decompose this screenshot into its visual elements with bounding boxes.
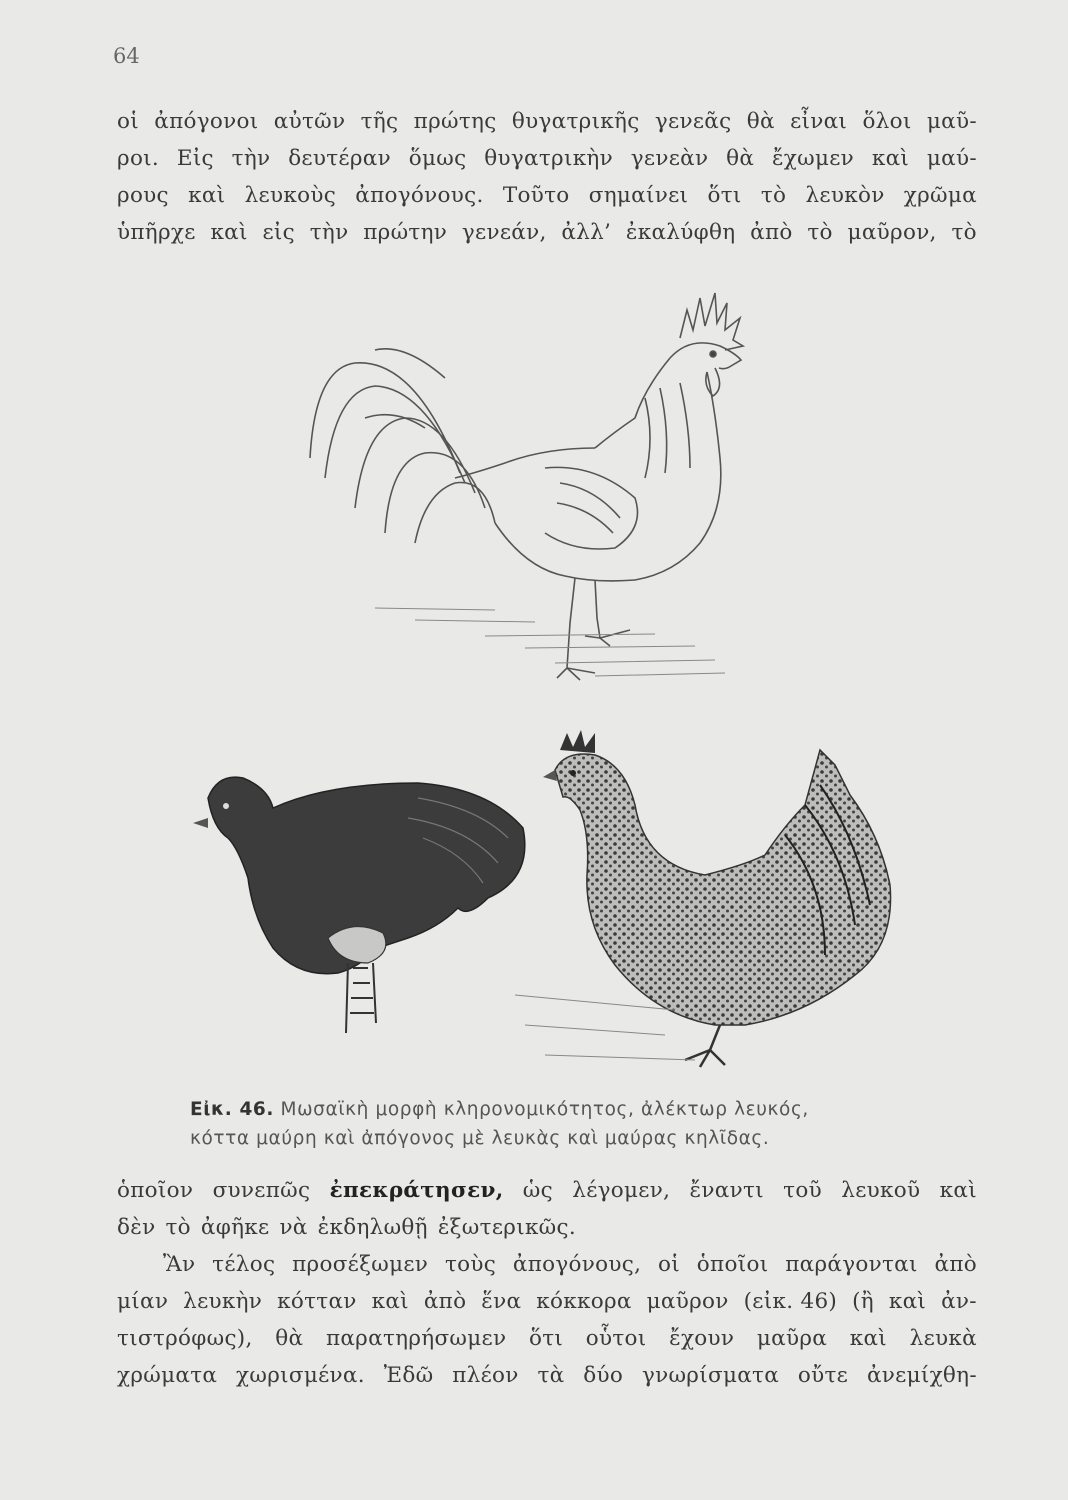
word: ὅμως (408, 146, 467, 171)
word: λευκοὺς (244, 183, 337, 208)
word: τῆς (360, 109, 399, 134)
word: γενεὰν (630, 146, 709, 171)
word: ἀπογόνους, (512, 1252, 642, 1277)
word: λευκὸν (805, 183, 885, 208)
word: τὴν (309, 220, 349, 245)
word: τὸ (165, 1215, 191, 1240)
word: καὶ (939, 1178, 977, 1203)
word: ἐξωτερικῶς. (437, 1215, 576, 1240)
word: οἱ (117, 109, 139, 134)
black-hen-illustration (188, 768, 538, 1038)
word: γνωρίσματα (641, 1363, 780, 1388)
word: ἀπὸ (750, 220, 793, 245)
word: ἔναντι (689, 1178, 764, 1203)
word: τὸ (807, 220, 833, 245)
word: ρους (117, 183, 169, 208)
word: καὶ (871, 146, 910, 171)
word: παράγονται (785, 1252, 918, 1277)
word: συνεπῶς (212, 1178, 311, 1203)
word: τὸ (951, 220, 977, 245)
figure-caption (190, 1095, 930, 1153)
word: γενεᾶς (654, 109, 732, 134)
word: ἕνα (481, 1289, 522, 1314)
word: κόκκορα (536, 1289, 632, 1314)
speckled-hen-illustration (505, 725, 905, 1075)
word: καὶ (371, 1289, 409, 1314)
word: καὶ (849, 1326, 888, 1351)
word: ὁποῖον (117, 1178, 194, 1203)
word: νὰ (279, 1215, 308, 1240)
caption-line (190, 1124, 930, 1153)
word: αὐτῶν (273, 109, 346, 134)
word: (ἢ (852, 1289, 874, 1314)
word: παρατηρήσωμεν (325, 1326, 507, 1351)
caption-text: κόττα μαύρη καὶ ἀπόγονος μὲ λευκὰς καὶ μαύρας κηλῖδας. (190, 1128, 770, 1149)
word: Ἐδῶ (383, 1363, 434, 1388)
word: δὲν (117, 1215, 156, 1240)
word: θυγατρικῆς (511, 109, 640, 134)
word: πρώτης (413, 109, 497, 134)
word: μαύ- (926, 146, 977, 171)
word: γενεάν, (461, 220, 547, 245)
word: καὶ (210, 220, 248, 245)
word: θυγατρικὴν (484, 146, 613, 171)
word: τοὺς (444, 1252, 497, 1277)
word: χρῶμα (903, 183, 977, 208)
text-line (117, 1320, 977, 1357)
word: δύο (583, 1363, 624, 1388)
word: τὰ (537, 1363, 565, 1388)
word: ἀνεμίχθη- (866, 1363, 977, 1388)
word: ἀπογόνους. (355, 183, 484, 208)
word: προσέξωμεν (292, 1252, 429, 1277)
text-line (117, 1246, 977, 1283)
text-line (117, 214, 977, 251)
word: ὅλοι (862, 109, 912, 134)
word: ἐκαλύφθη (625, 220, 736, 245)
word: λέγομεν, (572, 1178, 671, 1203)
word: τιστρόφως), (117, 1326, 253, 1351)
word: ὡς (522, 1178, 553, 1203)
word: ροι. (117, 146, 160, 171)
word: κότταν (277, 1289, 357, 1314)
word: μαῦ- (926, 109, 977, 134)
text-line (117, 177, 977, 214)
word: καὶ (888, 1289, 927, 1314)
word: ἔχωμεν (771, 146, 855, 171)
word: τὸ (760, 183, 787, 208)
figure-reference: (εἰκ. 46) (743, 1289, 838, 1314)
word: τέλος (212, 1252, 276, 1277)
page-number: 64 (113, 44, 140, 68)
word: Ἂν (163, 1252, 196, 1277)
word: τοῦ (783, 1178, 822, 1203)
word: ὅτι (528, 1326, 564, 1351)
word: σημαίνει (588, 183, 689, 208)
word: θὰ (275, 1326, 304, 1351)
text-line (117, 1283, 977, 1320)
word: δευτέραν (288, 146, 392, 171)
word: ἀπὸ (423, 1289, 467, 1314)
word: μίαν (117, 1289, 169, 1314)
text-line (117, 1172, 977, 1209)
word: μαῦρον (646, 1289, 729, 1314)
word: ἔχουν (669, 1326, 735, 1351)
word: Εἰς (176, 146, 214, 171)
word: χρώματα (117, 1363, 218, 1388)
text-line (117, 103, 977, 140)
word: ἀφῆκε (200, 1215, 270, 1240)
caption-text: Μωσαϊκὴ μορφὴ κληρονομικότητος, ἀλέκτωρ λευκός, (280, 1099, 809, 1120)
word: οὔτε (797, 1363, 849, 1388)
word: τὴν (231, 146, 271, 171)
bottom-paragraph (117, 1172, 977, 1394)
word: Τοῦτο (502, 183, 570, 208)
text-line (117, 1209, 977, 1246)
word: ἀπὸ (934, 1252, 977, 1277)
word: ἀλλ’ (561, 220, 612, 245)
word: χωρισμένα. (236, 1363, 365, 1388)
figure-label: Εἰκ. 46. (190, 1099, 275, 1120)
word: πλέον (452, 1363, 519, 1388)
word: λευκὴν (183, 1289, 263, 1314)
word: μαῦρα (756, 1326, 828, 1351)
word: ἀν- (941, 1289, 977, 1314)
word: οὗτοι (585, 1326, 647, 1351)
word: μαῦρον, (847, 220, 937, 245)
word: ἐκδηλωθῇ (317, 1215, 428, 1240)
text-line (117, 140, 977, 177)
caption-line (190, 1095, 930, 1124)
word: πρώτην (363, 220, 448, 245)
word: οἱ (658, 1252, 681, 1277)
word: θὰ (726, 146, 755, 171)
word: λευκὰ (909, 1326, 977, 1351)
word: εἰς (262, 220, 295, 245)
word: καὶ (188, 183, 226, 208)
word: θὰ (746, 109, 775, 134)
word: ἀπόγονοι (154, 109, 259, 134)
word: ὁποῖοι (696, 1252, 769, 1277)
word: ὅτι (707, 183, 742, 208)
text-line (117, 1357, 977, 1394)
word: ὑπῆρχε (117, 220, 196, 245)
word: εἶναι (790, 109, 848, 134)
top-paragraph (117, 103, 977, 251)
emphasized-word: ἐπεκράτησεν, (329, 1178, 504, 1203)
rooster-illustration (295, 268, 775, 708)
word: λευκοῦ (841, 1178, 921, 1203)
